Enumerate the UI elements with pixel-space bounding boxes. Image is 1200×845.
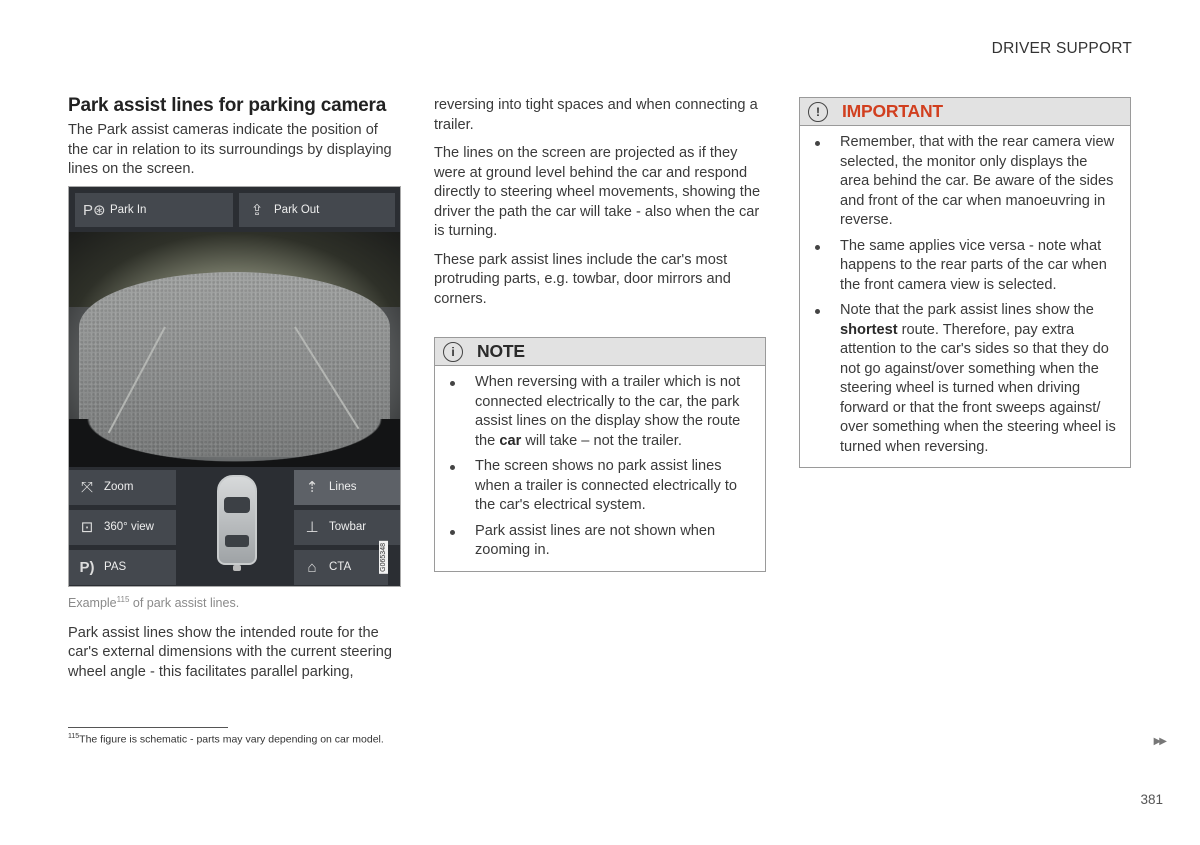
park-in-button[interactable] [75,193,233,227]
towbar-icon: ⊥ [305,519,319,536]
view-360-label: 360° view [104,521,154,533]
cta-icon: ⌂ [307,558,317,576]
important-title: IMPORTANT [842,101,943,121]
footnote-ref: 115 [68,733,80,740]
intro-paragraph: The Park assist cameras indicate the position of the car in relation to its surroundings by displaying lines on the screen. [68,122,392,177]
caption-suffix: of park assist lines. [129,595,240,610]
view-360-button[interactable] [69,510,176,545]
park-out-icon: ⇪ [250,201,264,219]
paragraph-continuation: reversing into tight spaces and when connecting a trailer. [434,97,758,133]
note-item: The screen shows no park assist lines when a trailer is connected electrically to the car's electrical system. [447,457,753,516]
footnote-text: The figure is schematic - parts may vary depending on car model. [79,733,384,746]
zoom-button[interactable] [69,470,176,505]
important-item [812,301,1118,457]
footnote [68,733,384,746]
note-item: Park assist lines are not shown when zooming in. [447,522,753,561]
page-title: Park assist lines for parking camera [68,95,387,116]
note-item1-text-b: will take – not the trailer. [521,432,682,449]
note-item [447,373,753,451]
rear-bumper-edge [69,419,400,467]
warning-exclamation-icon: ! [808,102,828,122]
figure-id-label: G065348 [380,542,387,572]
zoom-icon: ⤧ [80,478,93,496]
rear-camera-view [69,232,400,467]
column-left [68,95,400,682]
note-box [434,337,766,572]
park-out-label: Park Out [274,203,320,216]
section-header: DRIVER SUPPORT [991,40,1132,57]
note-title: NOTE [477,341,525,361]
pas-button[interactable] [69,550,176,585]
towbar-label: Towbar [329,521,367,533]
important-item3-bold: shortest [840,321,898,338]
car-top-view-icon [217,475,257,565]
important-item3-text-b: route. Therefore, pay extra attention to the car's sides so that they do not go against/over something when the steering wheel is turned when driving forward or that the front sweeps against/ over something when the steering wheel is turned when reversing. [840,321,1116,455]
important-box [799,97,1131,468]
footnote-divider [68,727,228,728]
park-out-button[interactable] [239,193,395,227]
cta-label: CTA [329,561,352,573]
lines-label: Lines [329,481,357,493]
caption-prefix: Example [68,595,117,610]
camera-screen-figure [68,186,401,587]
page-number: 381 [1140,792,1163,807]
lines-button[interactable] [294,470,400,505]
cta-button[interactable] [294,550,388,585]
pas-icon: P) [79,558,95,576]
view-360-icon: ⊡ [80,519,94,536]
column-right [799,97,1131,468]
pas-label: PAS [104,561,127,573]
note-list [435,366,765,571]
important-item: The same applies vice versa - note what happens to the rear parts of the car when the front camera view is selected. [812,237,1118,296]
camera-top-bar [69,187,400,232]
body-paragraph: Park assist lines show the intended route for the car's external dimensions with the current steering wheel angle - this facilitates parallel parking, [68,624,392,680]
important-item: Remember, that with the rear camera view selected, the monitor only displays the area behind the car. Be aware of the sides and front of the car when manoeuvring in reverse. [812,133,1118,231]
camera-bottom-panel [69,467,400,587]
figure-caption [68,595,400,610]
lines-icon: ⇡ [305,479,319,496]
important-item3-text-a: Note that the park assist lines show the [840,302,1094,318]
towbar-button[interactable] [294,510,400,545]
zoom-label: Zoom [104,481,134,493]
paragraph-projection: The lines on the screen are projected as if they were at ground level behind the car and respond directly to steering wheel movements, showing the driver the path the car will take - also when the car is turning. [434,145,761,239]
note-item1-text-a: When reversing with a trailer which is not connected electrically to the car, the park assist lines on the display show the route the [475,374,741,449]
park-in-icon: P⊛ [83,201,106,219]
note-item1-bold: car [499,432,522,449]
column-middle [434,96,766,572]
important-header [800,98,1130,126]
info-icon: i [443,342,463,362]
park-in-label: Park In [110,203,147,216]
paragraph-protruding-parts: These park assist lines include the car's most protruding parts, e.g. towbar, door mirrors and corners. [434,251,731,307]
important-list [800,126,1130,467]
caption-footnote-ref[interactable]: 115 [116,594,130,604]
note-header [435,338,765,366]
continue-arrow-icon[interactable]: ▶▶ [1153,736,1165,747]
